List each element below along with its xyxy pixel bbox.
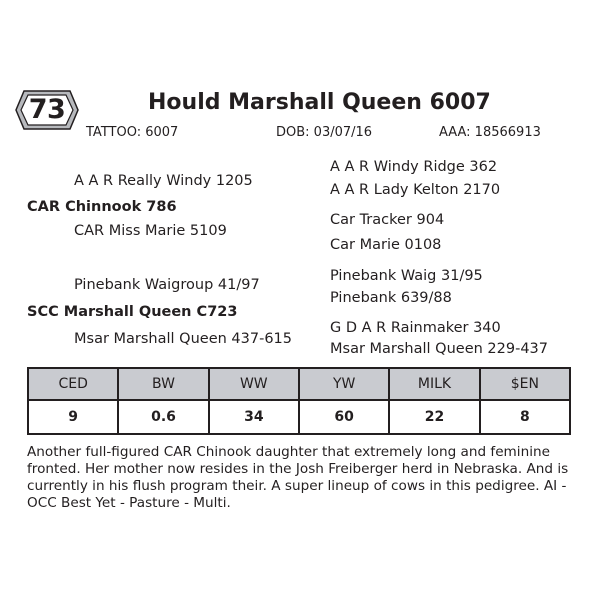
epd-value-ww: 34 <box>209 400 299 434</box>
epd-header-bw: BW <box>118 368 208 400</box>
sire-name: CAR Chinnook 786 <box>27 199 177 215</box>
lot-description: Another full-figured CAR Chinook daughter that extremely long and feminine fronted. Her mother now resides in the Josh Freiberger herd in Nebraska. And is currently in his flush program their. A super lineup of cows in this pedigree. AI - OCC Best Yet - Pasture - Multi. <box>27 444 569 511</box>
dam-sire-dam: Pinebank 639/88 <box>330 290 452 306</box>
sire-dam-sire: Car Tracker 904 <box>330 212 445 228</box>
epd-value-ced: 9 <box>28 400 118 434</box>
tattoo-text: TATTOO: 6007 <box>86 125 179 140</box>
registration-text: AAA: 18566913 <box>439 125 541 140</box>
lot-number: 73 <box>28 94 66 125</box>
epd-value-en: 8 <box>480 400 570 434</box>
epd-header-row <box>28 368 570 400</box>
epd-header-ww: WW <box>209 368 299 400</box>
animal-name: Hould Marshall Queen 6007 <box>148 90 491 115</box>
dam-name: SCC Marshall Queen C723 <box>27 304 238 320</box>
epd-header-ced: CED <box>28 368 118 400</box>
sire-dam-dam: Car Marie 0108 <box>330 237 442 253</box>
epd-value-row <box>28 400 570 434</box>
epd-value-milk: 22 <box>389 400 479 434</box>
epd-value-yw: 60 <box>299 400 389 434</box>
epd-header-milk: MILK <box>389 368 479 400</box>
epd-header-yw: YW <box>299 368 389 400</box>
dam-dam: Msar Marshall Queen 437-615 <box>74 331 293 347</box>
epd-value-bw: 0.6 <box>118 400 208 434</box>
dam-sire-sire: Pinebank Waig 31/95 <box>330 268 483 284</box>
epd-table <box>27 367 571 435</box>
sire-sire: A A R Really Windy 1205 <box>74 173 253 189</box>
sire-sire-sire: A A R Windy Ridge 362 <box>330 159 498 175</box>
sire-dam: CAR Miss Marie 5109 <box>74 223 227 239</box>
epd-header-en: $EN <box>480 368 570 400</box>
dam-sire: Pinebank Waigroup 41/97 <box>74 277 260 293</box>
dob-text: DOB: 03/07/16 <box>276 125 373 140</box>
dam-dam-dam: Msar Marshall Queen 229-437 <box>330 341 549 357</box>
dam-dam-sire: G D A R Rainmaker 340 <box>330 320 501 336</box>
sire-sire-dam: A A R Lady Kelton 2170 <box>330 182 501 198</box>
lot-badge <box>14 88 80 132</box>
